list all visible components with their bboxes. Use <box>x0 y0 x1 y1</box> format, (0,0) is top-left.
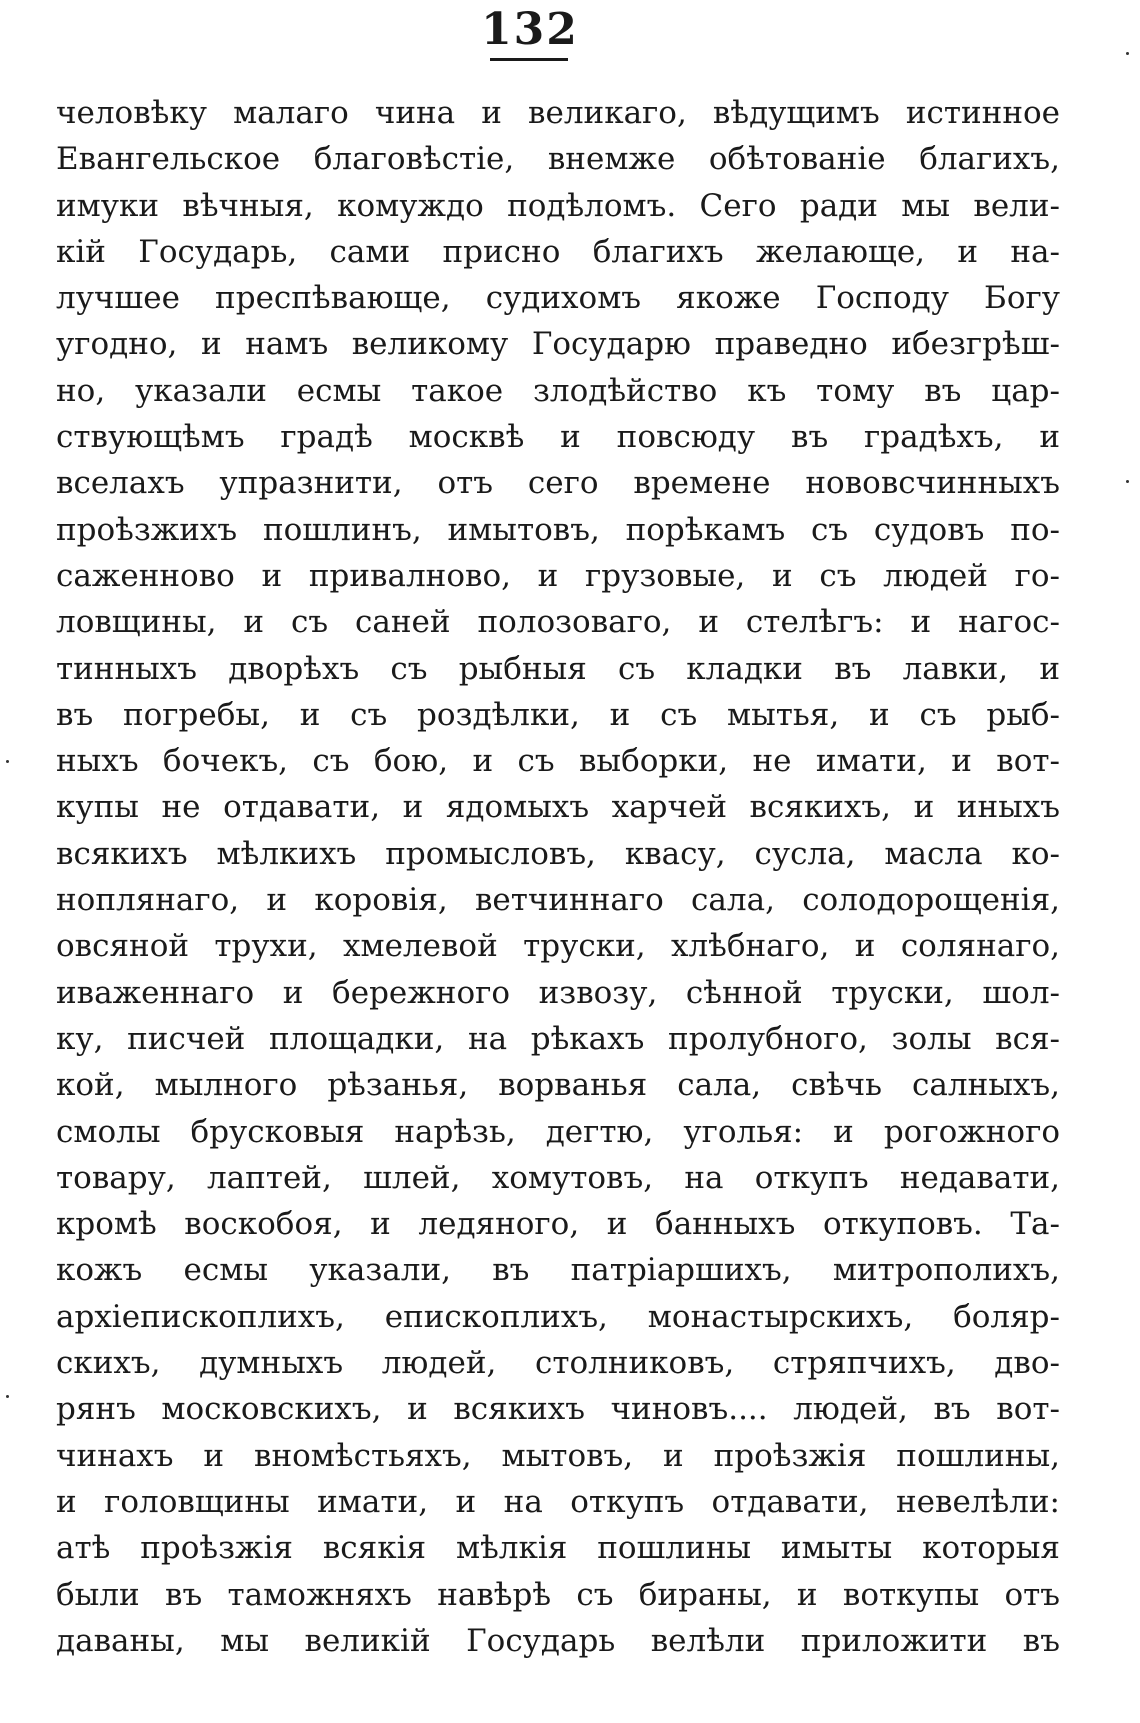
text-line-21: ку, писчей площадки, на рѣкахъ пролубного, золы вся- <box>56 1020 1060 1057</box>
scan-speck <box>6 1395 9 1398</box>
text-line-7: но, указали есмы такое злодѣйство къ тому въ цар- <box>56 372 1060 409</box>
text-line-32: атѣ проѣзжія всякія мѣлкія пошлины имыты которыя <box>56 1530 1060 1567</box>
text-line-1: человѣку малаго чина и великаго, вѣдущимъ истинное <box>56 95 1060 131</box>
text-line-13: тинныхъ дворѣхъ съ рыбныя съ кладки въ лавки, и <box>56 650 1060 687</box>
text-line-15: ныхъ бочекъ, съ бою, и съ выборки, не имати, и вот- <box>56 743 1060 780</box>
text-line-30: чинахъ и вномѣстьяхъ, мытовъ, и проѣзжія пошлины, <box>56 1437 1060 1474</box>
text-line-18: ноплянаго, и коровія, ветчиннаго сала, солодорощенія, <box>56 882 1060 919</box>
text-line-14: въ погребы, и съ роздѣлки, и съ мытья, и съ рыб- <box>56 696 1060 733</box>
text-line-9: вселахъ упразнити, отъ сего времене нововсчинныхъ <box>56 465 1060 502</box>
text-line-25: кромѣ воскобоя, и ледяного, и банныхъ откуповъ. Та- <box>56 1206 1060 1243</box>
page-number-rule <box>490 58 568 61</box>
text-line-20: иваженнаго и бережного извозу, сѣнной труски, шол- <box>56 974 1060 1011</box>
scan-speck <box>6 760 9 763</box>
text-line-24: товару, лаптей, шлей, хомутовъ, на откупъ недавати, <box>56 1159 1060 1196</box>
text-line-23: смолы брусковыя нарѣзь, дегтю, уголья: и рогожного <box>56 1113 1060 1150</box>
text-line-31: и головщины имати, и на откупъ отдавати, невелѣли: <box>56 1483 1060 1520</box>
text-line-17: всякихъ мѣлкихъ промысловъ, квасу, сусла, масла ко- <box>56 835 1060 872</box>
text-line-10: проѣзжихъ пошлинъ, имытовъ, порѣкамъ съ судовъ по- <box>56 511 1060 548</box>
text-line-4: кій Государь, сами присно благихъ желающе, и на- <box>56 233 1060 270</box>
text-line-16: купы не отдавати, и ядомыхъ харчей всякихъ, и иныхъ <box>56 789 1060 826</box>
text-line-8: ствующѣмъ градѣ москвѣ и повсюду въ градѣхъ, и <box>56 419 1060 456</box>
text-line-22: кой, мылного рѣзанья, ворванья сала, свѣчь салныхъ, <box>56 1067 1060 1104</box>
text-line-33: были въ таможняхъ навѣрѣ съ бираны, и воткупы отъ <box>56 1576 1060 1613</box>
text-line-34: даваны, мы великій Государь велѣли приложити въ <box>56 1622 1060 1659</box>
text-line-19: овсяной трухи, хмелевой труски, хлѣбнаго, и солянаго, <box>56 928 1060 965</box>
text-line-27: архіепископлихъ, епископлихъ, монастырскихъ, боляр- <box>56 1298 1060 1335</box>
scan-speck <box>1126 480 1129 483</box>
text-line-29: рянъ московскихъ, и всякихъ чиновъ.... людей, въ вот- <box>56 1391 1060 1428</box>
body-text <box>56 90 1060 1664</box>
text-line-26: кожъ есмы указали, въ патріаршихъ, митрополихъ, <box>56 1252 1060 1289</box>
text-line-12: ловщины, и съ саней полозоваго, и стелѣгъ: и нагос- <box>56 604 1060 641</box>
scan-speck <box>1126 52 1129 55</box>
text-line-11: саженново и привалново, и грузовые, и съ людей го- <box>56 557 1060 594</box>
text-line-2: Евангельское благовѣстіе, внемже обѣтованіе благихъ, <box>56 141 1060 178</box>
page-number: 132 <box>481 4 579 55</box>
text-line-28: скихъ, думныхъ людей, столниковъ, стряпчихъ, дво- <box>56 1345 1060 1382</box>
text-line-5: лучшее преспѣвающе, судихомъ якоже Господу Богу <box>56 280 1060 317</box>
text-line-3: имуки вѣчныя, комуждо подѣломъ. Сего ради мы вели- <box>56 187 1060 224</box>
text-line-6: угодно, и намъ великому Государю праведно ибезгрѣш- <box>56 326 1060 363</box>
